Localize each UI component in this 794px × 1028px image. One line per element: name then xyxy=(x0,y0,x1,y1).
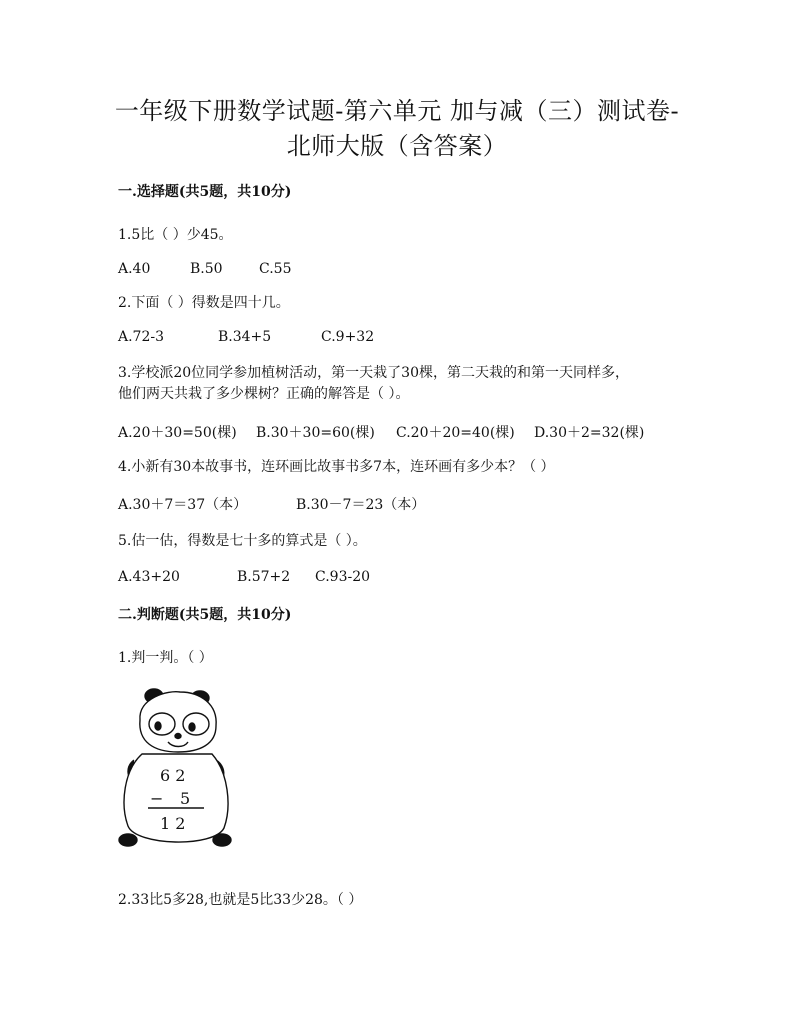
option-1-4-b: B.30－7＝23（本） xyxy=(296,497,426,513)
option-1-5-b: B.57+2 xyxy=(237,569,291,585)
question-1-1: 1.5比（ ）少45。 xyxy=(118,227,233,243)
option-1-3-a: A.20＋30=50(棵) xyxy=(118,425,237,441)
option-1-1-b: B.50 xyxy=(190,261,223,277)
question-2-1: 1.判一判。（ ） xyxy=(118,650,213,666)
panda-figure xyxy=(118,686,234,854)
question-1-3-line-2: 他们两天共栽了多少棵树？正确的解答是（ ）。 xyxy=(118,386,410,402)
option-1-1-a: A.40 xyxy=(118,261,151,277)
question-1-5: 5.估一估，得数是七十多的算式是（ ）。 xyxy=(118,533,367,549)
option-1-2-c: C.9+32 xyxy=(321,329,375,345)
option-1-3-d: D.30＋2=32(棵) xyxy=(534,425,645,441)
question-2-2: 2.33比5多28,也就是5比33少28。（ ） xyxy=(118,892,363,908)
option-1-3-b: B.30＋30=60(棵) xyxy=(256,425,375,441)
option-1-2-a: A.72-3 xyxy=(118,329,165,345)
question-1-2: 2.下面（ ）得数是四十几。 xyxy=(118,295,290,311)
option-1-3-c: C.20＋20=40(棵) xyxy=(396,425,515,441)
section-2-heading: 二.判断题(共5题，共10分) xyxy=(118,607,292,623)
figure-minus-sign: − xyxy=(150,789,164,808)
option-1-1-c: C.55 xyxy=(259,261,292,277)
title-line-1: 一年级下册数学试题-第六单元 加与减（三）测试卷- xyxy=(114,97,680,125)
figure-row-subtrahend: 5 xyxy=(180,789,191,808)
question-1-3-line-1: 3.学校派20位同学参加植树活动，第一天栽了30棵，第二天栽的和第一天同样多， xyxy=(118,365,629,381)
title-line-2: 北师大版（含答案） xyxy=(286,132,508,160)
section-1-heading: 一.选择题(共5题，共10分) xyxy=(118,184,292,200)
option-1-5-c: C.93-20 xyxy=(315,569,371,585)
figure-row-minuend: 6 2 xyxy=(160,766,186,785)
question-1-4: 4.小新有30本故事书，连环画比故事书多7本，连环画有多少本？（ ） xyxy=(118,459,555,475)
option-1-5-a: A.43+20 xyxy=(118,569,180,585)
figure-row-result: 1 2 xyxy=(160,814,186,833)
option-1-4-a: A.30＋7＝37（本） xyxy=(118,497,248,513)
option-1-2-b: B.34+5 xyxy=(218,329,272,345)
